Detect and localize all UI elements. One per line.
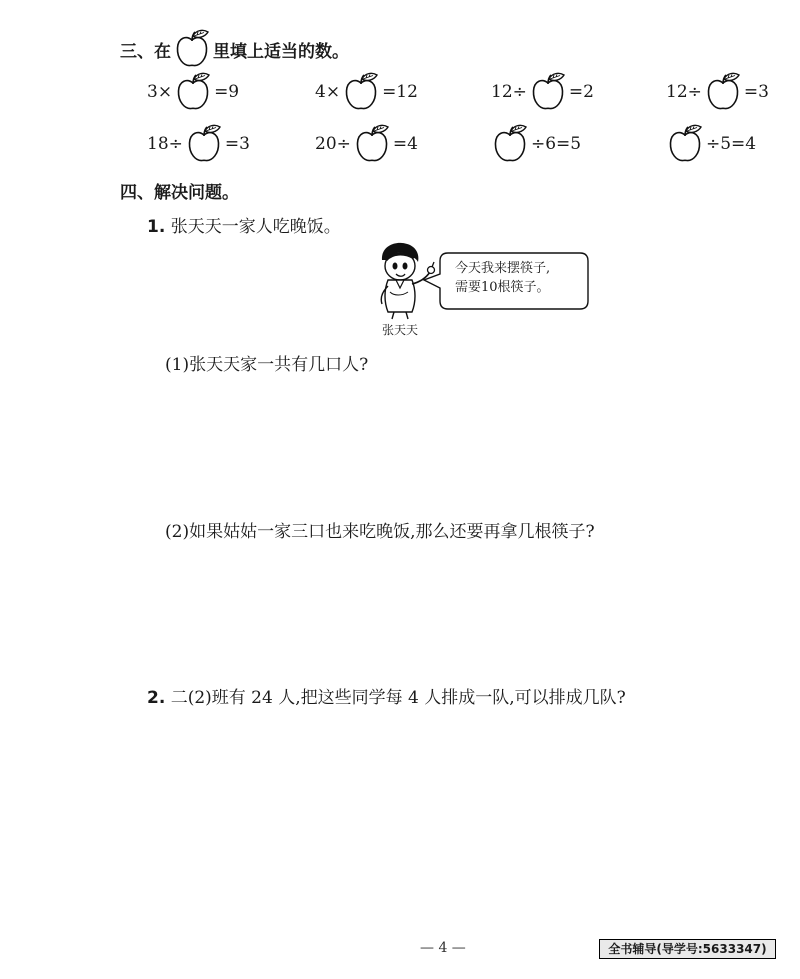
equation-right: =3: [224, 134, 250, 154]
speech-text: [455, 259, 550, 297]
speech-line-2: 需要10根筷子。: [455, 280, 550, 295]
apple-answer-box[interactable]: [528, 72, 568, 112]
section3-title: [120, 29, 349, 69]
equation-right: =9: [214, 82, 240, 102]
equation-left: 18÷: [147, 134, 183, 154]
section4-title: 四、解决问题。: [120, 183, 239, 203]
speech-line-1: 今天我来摆筷子,: [455, 261, 551, 276]
section3-title-suffix: 里填上适当的数。: [213, 41, 349, 62]
equation-7: [489, 124, 581, 164]
apple-answer-box[interactable]: [341, 72, 381, 112]
equation-right: =2: [568, 82, 594, 102]
equation-right: ÷6=5: [531, 134, 582, 154]
apple-answer-box[interactable]: [665, 124, 705, 164]
apple-answer-box[interactable]: [703, 72, 743, 112]
problem1-text: 张天天一家人吃晚饭。: [170, 217, 341, 237]
equation-right: =4: [392, 134, 418, 154]
apple-answer-box[interactable]: [352, 124, 392, 164]
problem1-statement: [147, 212, 341, 237]
equation-right: =12: [382, 82, 418, 102]
footer-tag: 全书辅导(导学号:5633347): [599, 939, 776, 959]
problem1-sub1: (1)张天天家一共有几口人?: [165, 355, 369, 375]
equation-left: 4×: [315, 82, 341, 102]
character-name: 张天天: [382, 323, 419, 337]
equation-right: ÷5=4: [706, 134, 757, 154]
section3-title-prefix: 三、在: [120, 41, 171, 62]
problem1-sub2: (2)如果姑姑一家三口也来吃晚饭,那么还要再拿几根筷子?: [165, 522, 595, 542]
problem2-statement: [147, 683, 626, 708]
equation-left: 12÷: [666, 82, 702, 102]
equation-left: 3×: [147, 82, 173, 102]
apple-answer-box[interactable]: [490, 124, 530, 164]
equation-3: [491, 72, 594, 112]
equation-8: [664, 124, 756, 164]
equation-left: 20÷: [315, 134, 351, 154]
page-number: — 4 —: [420, 940, 466, 956]
problem2-number: 2.: [147, 688, 166, 708]
equation-6: [315, 124, 418, 164]
equation-right: =3: [743, 82, 769, 102]
equation-left: 12÷: [491, 82, 527, 102]
equation-2: [315, 72, 418, 112]
equation-4: [666, 72, 769, 112]
apple-icon: [172, 29, 212, 69]
equation-5: [147, 124, 250, 164]
problem2-text: 二(2)班有 24 人,把这些同学每 4 人排成一队,可以排成几队?: [170, 688, 626, 708]
equation-1: [147, 72, 239, 112]
apple-answer-box[interactable]: [173, 72, 213, 112]
apple-answer-box[interactable]: [184, 124, 224, 164]
problem1-number: 1.: [147, 217, 166, 237]
